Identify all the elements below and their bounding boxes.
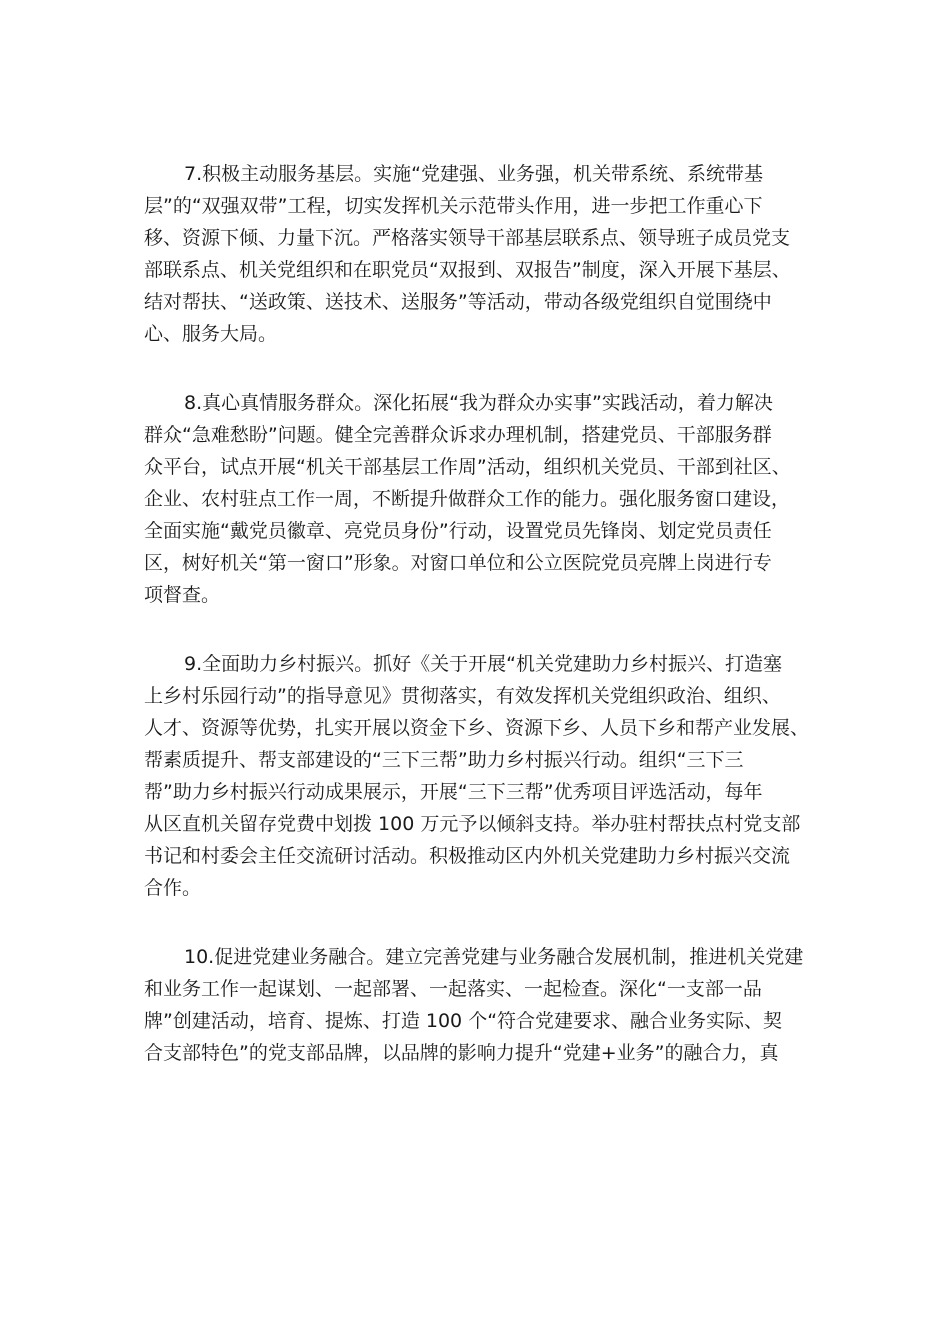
paragraph-line: 合支部特色”的党支部品牌，以品牌的影响力提升“党建+业务”的融合力，真	[144, 1042, 779, 1064]
paragraph-line: 书记和村委会主任交流研讨活动。积极推动区内外机关党建助力乡村振兴交流	[144, 845, 791, 867]
paragraph-spacer	[144, 611, 808, 648]
paragraph-line: 人才、资源等优势，扎实开展以资金下乡、资源下乡、人员下乡和帮产业发展、	[144, 717, 810, 739]
paragraph-line: 结对帮扶、“送政策、送技术、送服务”等活动，带动各级党组织自觉围绕中	[144, 291, 772, 313]
paragraph-line: 群众“急难愁盼”问题。健全完善群众诉求办理机制，搭建党员、干部服务群	[144, 424, 772, 446]
paragraph-line: 8.真心真情服务群众。深化拓展“我为群众办实事”实践活动，着力解决	[184, 392, 773, 414]
paragraph-line: 7.积极主动服务基层。实施“党建强、业务强，机关带系统、系统带基	[184, 163, 763, 185]
paragraph-line: 帮”助力乡村振兴行动成果展示，开展“三下三帮”优秀项目评选活动，每年	[144, 781, 763, 803]
paragraph-line: 牌”创建活动，培育、提炼、打造 100 个“符合党建要求、融合业务实际、契	[144, 1010, 783, 1032]
paragraph-line: 全面实施“戴党员徽章、亮党员身份”行动，设置党员先锋岗、划定党员责任	[144, 520, 772, 542]
paragraph-7	[144, 158, 808, 350]
paragraph-line: 层”的“双强双带”工程，切实发挥机关示范带头作用，进一步把工作重心下	[144, 195, 763, 217]
paragraph-line: 10.促进党建业务融合。建立完善党建与业务融合发展机制，推进机关党建	[184, 946, 804, 968]
paragraph-8	[144, 387, 808, 611]
paragraph-line: 帮素质提升、帮支部建设的“三下三帮”助力乡村振兴行动。组织“三下三	[144, 749, 744, 771]
paragraph-line: 心、服务大局。	[144, 323, 278, 345]
paragraph-9	[144, 648, 808, 904]
paragraph-line: 区，树好机关“第一窗口”形象。对窗口单位和公立医院党员亮牌上岗进行专	[144, 552, 772, 574]
paragraph-line: 合作。	[144, 877, 202, 899]
paragraph-line: 和业务工作一起谋划、一起部署、一起落实、一起检查。深化“一支部一品	[144, 978, 762, 1000]
paragraph-line: 企业、农村驻点工作一周，不断提升做群众工作的能力。强化服务窗口建设，	[144, 488, 791, 510]
paragraph-line: 9.全面助力乡村振兴。抓好《关于开展“机关党建助力乡村振兴、打造塞	[184, 653, 782, 675]
paragraph-line: 上乡村乐园行动”的指导意见》贯彻落实，有效发挥机关党组织政治、组织、	[144, 685, 781, 707]
paragraph-10	[144, 941, 808, 1069]
paragraph-line: 部联系点、机关党组织和在职党员“双报到、双报告”制度，深入开展下基层、	[144, 259, 791, 281]
paragraph-line: 移、资源下倾、力量下沉。严格落实领导干部基层联系点、领导班子成员党支	[144, 227, 791, 249]
paragraph-line: 从区直机关留存党费中划拨 100 万元予以倾斜支持。举办驻村帮扶点村党支部	[144, 813, 801, 835]
paragraph-spacer	[144, 904, 808, 941]
paragraph-line: 众平台，试点开展“机关干部基层工作周”活动，组织机关党员、干部到社区、	[144, 456, 791, 478]
paragraph-line: 项督查。	[144, 584, 221, 606]
document-body	[144, 158, 808, 1069]
paragraph-spacer	[144, 350, 808, 387]
